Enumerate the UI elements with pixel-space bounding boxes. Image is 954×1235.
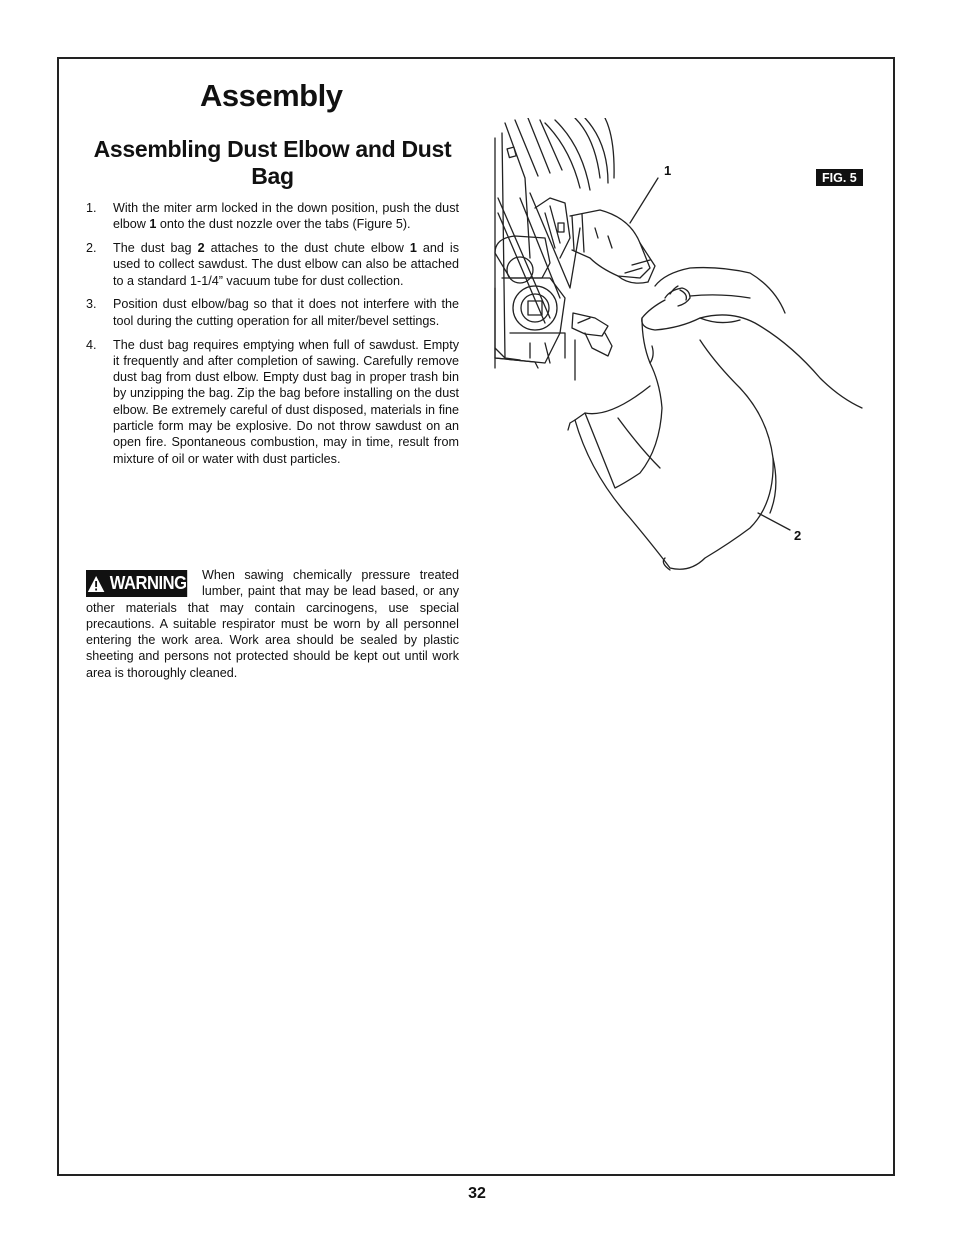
list-item	[86, 337, 459, 467]
step-number: 2.	[86, 241, 97, 256]
callout-1: 1	[664, 163, 672, 178]
callout-2: 2	[794, 528, 802, 543]
page-title: Assembly	[200, 78, 343, 113]
figure-label: FIG. 5	[816, 169, 863, 186]
list-item	[86, 240, 459, 289]
dust-bag-illustration	[490, 118, 870, 578]
warning-block	[86, 567, 459, 681]
section-title: Assembling Dust Elbow and Dust Bag	[93, 136, 452, 189]
step-text: The dust bag requires emptying when full of sawdust. Empty it frequently and after completion of sawing. Carefully remove dust bag from dust elbow. Empty dust bag in proper trash bin by unzipping the bag. Zip the bag before installing on the dust elbow. Be extremely careful of dust disposed, materials in fine particle form may be explosive. Do not throw sawdust on an open fire. Spontaneous combustion, may in time, result from mixture of oil or water with dust particles.	[113, 337, 459, 466]
warning-text: When sawing chemically pressure treated lumber, paint that may be lead based, or any other materials that may contain carcinogens, use special precautions. A suitable respirator must be worn by all personnel entering the work area. Work area should be sealed by plastic sheeting and persons not protected should be kept out until work area is thoroughly cleaned.	[86, 568, 459, 680]
instruction-list	[86, 200, 459, 474]
hand-drawing	[642, 268, 862, 408]
step-number: 3.	[86, 297, 97, 312]
warning-badge	[86, 570, 187, 597]
warning-label: WARNING	[109, 573, 187, 594]
list-item	[86, 296, 459, 329]
step-text: The dust bag 2 attaches to the dust chute elbow 1 and is used to collect sawdust. The dust elbow can also be attached to a standard 1-1/4” vacuum tube for dust collection.	[113, 241, 459, 288]
saw-arm-drawing	[495, 118, 614, 380]
dust-bag-drawing	[568, 318, 790, 570]
step-text: Position dust elbow/bag so that it does not interfere with the tool during the cutting operation for all miter/bevel settings.	[113, 297, 459, 328]
step-number: 4.	[86, 337, 97, 352]
list-item	[86, 200, 459, 233]
step-number: 1.	[86, 201, 97, 215]
page-number: 32	[468, 1185, 486, 1202]
step-text: With the miter arm locked in the down position, push the dust elbow 1 onto the dust nozzle over the tabs (Figure 5).	[113, 201, 459, 232]
warning-triangle-icon	[87, 575, 105, 593]
dust-elbow-drawing	[570, 178, 658, 283]
